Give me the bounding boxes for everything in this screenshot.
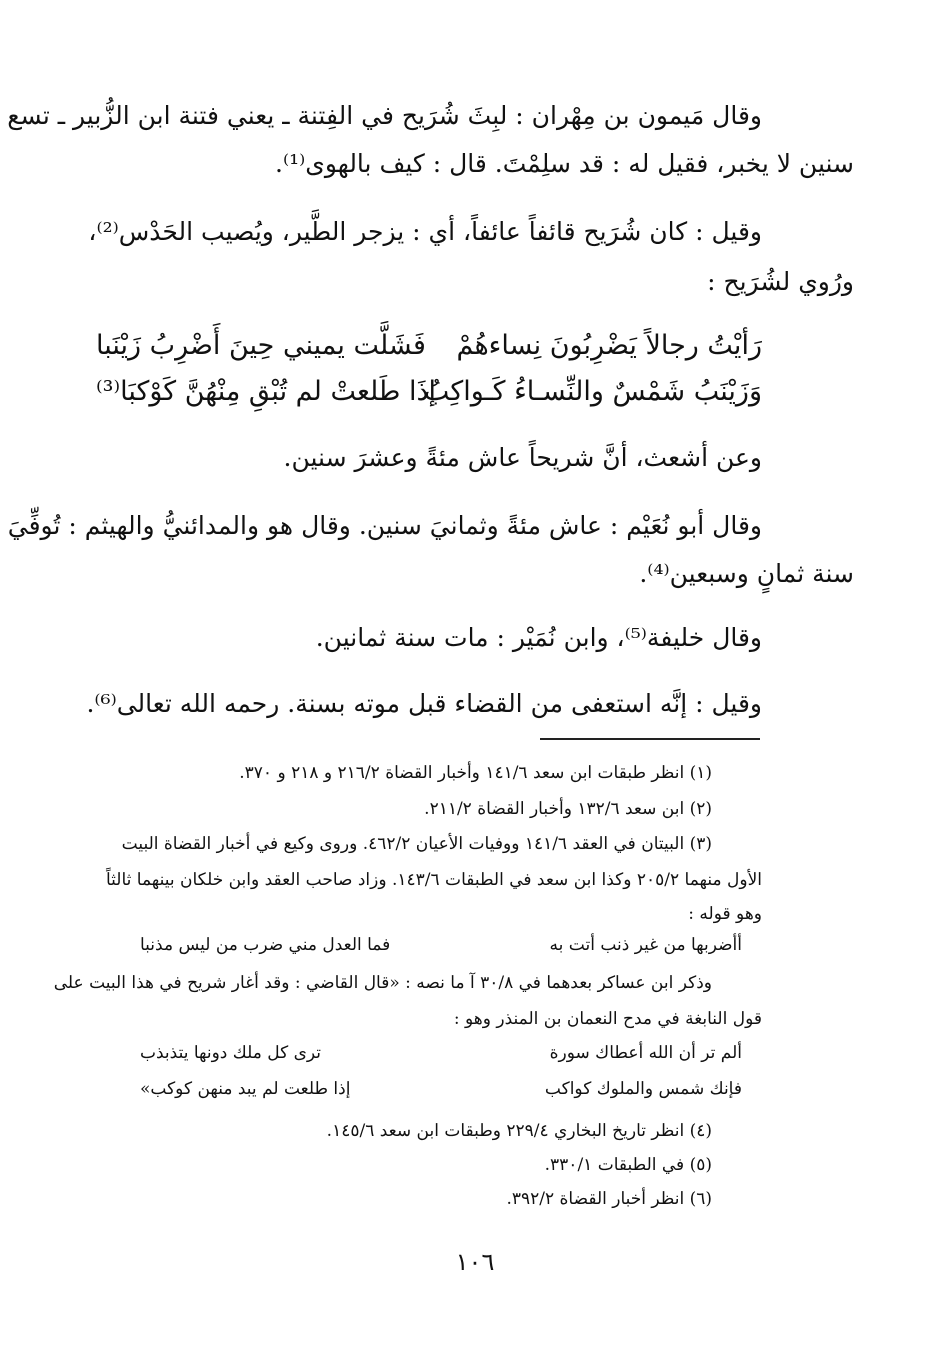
body-paragraph-3: وعن أشعث، أنَّ شريحاً عاش مئةً وعشرَ سنين. [283, 443, 762, 472]
body-paragraph-1-line-1: وقال مَيمون بن مِهْران : لبِثَ شُرَيح في الفِتنة ـ يعني فتنة ابن الزُّبير ـ تسع [7, 101, 762, 130]
body-paragraph-4-line-1: وقال أبو نُعَيْم : عاش مئةً وثمانيَ سنين. وقال هو والمدائنيُّ والهيثم : تُوفِّيَ [7, 511, 762, 540]
body-paragraph-4-line-2: سنة ثمانٍ وسبعين⁽⁴⁾. [639, 559, 854, 588]
body-paragraph-2-line-2: ورُوي لشُرَيح : [707, 267, 854, 296]
body-paragraph-2-line-1: وقيل : كان شُرَيح قائفاً عائفاً، أي : يزجر الطَّير، ويُصيب الحَدْس⁽²⁾، [88, 217, 762, 246]
body-paragraph-6: وقيل : إنَّه استعفى من القضاء قبل موته بسنة. رحمه الله تعالى⁽⁶⁾. [86, 689, 762, 718]
footnote-verse-3-second-hemistich: إذا طلعت لم يبد منهن كوكب» [140, 1079, 351, 1099]
body-paragraph-5: وقال خليفة⁽⁵⁾، وابن نُمَيْر : مات سنة ثمانين. [315, 623, 762, 652]
footnote-4: (٤) انظر تاريخ البخاري ٢٢٩/٤ وطبقات ابن سعد ١٤٥/٦. [326, 1121, 712, 1141]
footnote-3-line-1: (٣) البيتان في العقد ١٤١/٦ ووفيات الأعيان ٤٦٢/٢. وروى وكيع في أخبار القضاة البيت [121, 834, 712, 854]
footnote-1: (١) انظر طبقات ابن سعد ١٤١/٦ وأخبار القضاة ٢١٦/٢ و ٢١٨ و ٣٧٠. [239, 763, 712, 783]
footnote-verse-2-second-hemistich: ترى كل ملك دونها يتذبذب [140, 1043, 322, 1063]
footnote-3-line-3: وهو قوله : [688, 904, 762, 924]
footnote-3-line-4: وذكر ابن عساكر بعدهما في ٣٠/٨ آ ما نصه : «قال القاضي : وقد أغار شريح في هذا البيت على [53, 973, 712, 993]
page-number: ١٠٦ [455, 1248, 495, 1276]
verse-1-second-hemistich: فَشَلَّت يميني حِينَ أَضْرِبُ زَيْنَبا [96, 330, 426, 361]
footnote-3-line-2: الأول منهما ٢٠٥/٢ وكذا ابن سعد في الطبقات ١٤٣/٦. وزاد صاحب العقد وابن خلكان بينهما ثالثاً [105, 870, 762, 890]
body-paragraph-1-line-2: سنين لا يخبر، فقيل له : قد سلِمْتَ. قال : كيف بالهوى⁽¹⁾. [275, 149, 854, 178]
footnote-5: (٥) في الطبقات ٣٣٠/١. [544, 1155, 712, 1175]
verse-2-second-hemistich: إذَا طَلعتْ لم تُبْقِ مِنْهُنَّ كَوْكبَا⁽³⁾ [96, 376, 437, 407]
verse-1-first-hemistich: رَأيْتُ رجالاً يَضْرِبُونَ نِساءهُمْ [456, 330, 762, 361]
footnote-6: (٦) انظر أخبار القضاة ٣٩٢/٢. [506, 1189, 712, 1209]
footnote-2: (٢) ابن سعد ١٣٢/٦ وأخبار القضاة ٢١١/٢. [424, 799, 712, 819]
footnote-verse-1-second-hemistich: فما العدل مني ضرب من ليس مذنبا [140, 935, 391, 955]
footnote-verse-2-first-hemistich: ألم تر أن الله أعطاك سورة [549, 1043, 742, 1063]
footnote-verse-3-first-hemistich: فإنك شمس والملوك كواكب [544, 1079, 742, 1099]
footnote-verse-1-first-hemistich: أأضربها من غير ذنب أتت به [549, 935, 742, 955]
verse-2-first-hemistich: وَزَيْنَبُ شَمْسٌ والنِّسـاءُ كَـواكِبُ [423, 376, 762, 407]
footnote-3-line-5: قول النابغة في مدح النعمان بن المنذر وهو : [453, 1009, 762, 1029]
footnote-separator [540, 738, 760, 740]
